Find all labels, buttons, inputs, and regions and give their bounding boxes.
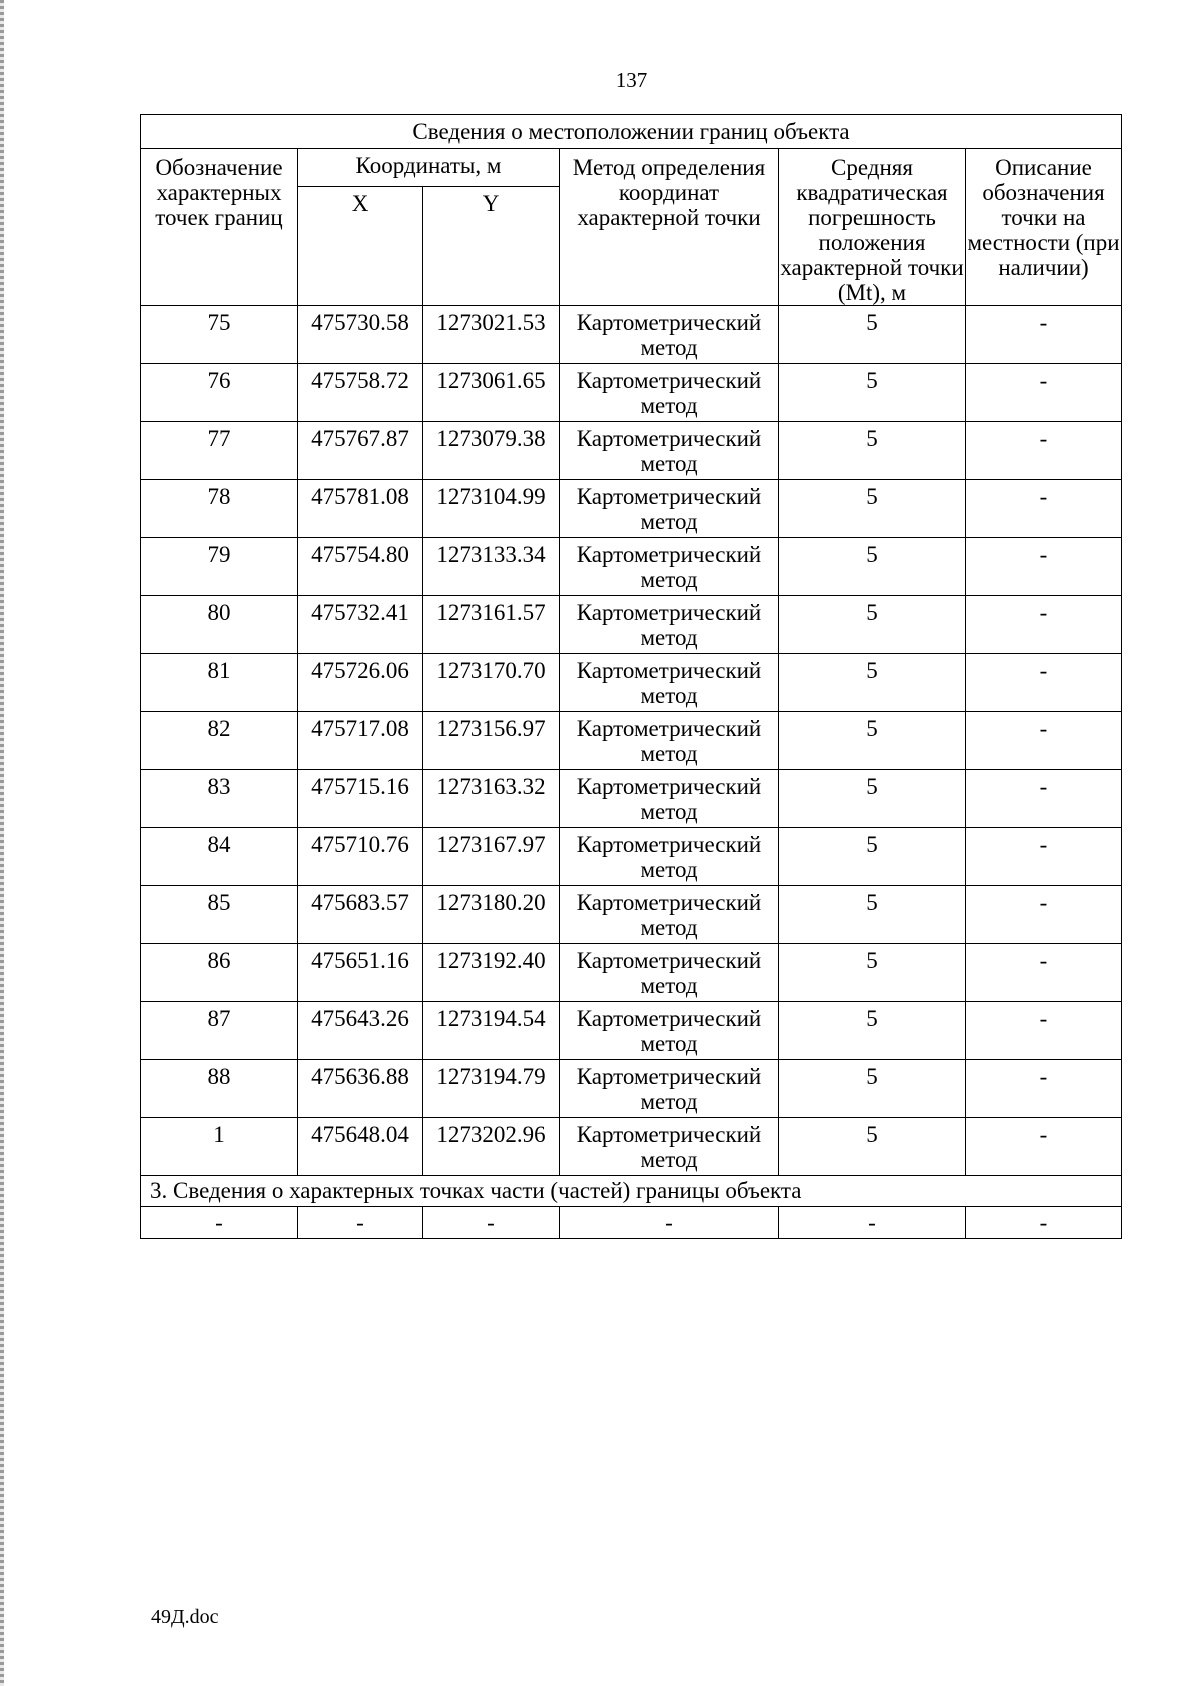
cell-x: 475758.72: [298, 364, 423, 422]
cell-point: 88: [141, 1060, 298, 1118]
cell-point: 82: [141, 712, 298, 770]
cell-description: -: [966, 480, 1122, 538]
cell-x: 475732.41: [298, 596, 423, 654]
cell-description: -: [966, 596, 1122, 654]
cell-y: 1273202.96: [423, 1118, 560, 1176]
cell-point: 76: [141, 364, 298, 422]
table-row: [141, 538, 1122, 596]
cell-method: Картометрический метод: [560, 1118, 779, 1176]
section-3-cell: -: [423, 1207, 560, 1239]
header-description: Описание обозначения точки на местности (при наличии): [966, 149, 1122, 306]
table-row: [141, 596, 1122, 654]
cell-error: 5: [779, 944, 966, 1002]
cell-point: 1: [141, 1118, 298, 1176]
table-row: [141, 828, 1122, 886]
table-caption-row: [141, 115, 1122, 149]
cell-method: Картометрический метод: [560, 306, 779, 364]
table-row: [141, 654, 1122, 712]
document-filename: 49Д.doc: [151, 1606, 219, 1628]
cell-method: Картометрический метод: [560, 770, 779, 828]
cell-description: -: [966, 1060, 1122, 1118]
section-3-cell: -: [779, 1207, 966, 1239]
cell-y: 1273194.79: [423, 1060, 560, 1118]
cell-error: 5: [779, 828, 966, 886]
cell-y: 1273061.65: [423, 364, 560, 422]
header-y: Y: [423, 187, 560, 306]
cell-method: Картометрический метод: [560, 480, 779, 538]
table-caption: Сведения о местоположении границ объекта: [141, 115, 1122, 149]
cell-description: -: [966, 944, 1122, 1002]
cell-description: -: [966, 828, 1122, 886]
cell-error: 5: [779, 422, 966, 480]
cell-description: -: [966, 422, 1122, 480]
section-3-title: 3. Сведения о характерных точках части (частей) границы объекта: [141, 1176, 1122, 1207]
table-row: [141, 770, 1122, 828]
cell-point: 77: [141, 422, 298, 480]
cell-y: 1273180.20: [423, 886, 560, 944]
header-point: Обозначение характерных точек границ: [141, 149, 298, 306]
section-3-cell: -: [560, 1207, 779, 1239]
cell-error: 5: [779, 364, 966, 422]
cell-error: 5: [779, 886, 966, 944]
cell-description: -: [966, 712, 1122, 770]
cell-description: -: [966, 1118, 1122, 1176]
cell-y: 1273163.32: [423, 770, 560, 828]
cell-x: 475643.26: [298, 1002, 423, 1060]
cell-x: 475726.06: [298, 654, 423, 712]
cell-method: Картометрический метод: [560, 944, 779, 1002]
cell-y: 1273079.38: [423, 422, 560, 480]
table-row: [141, 364, 1122, 422]
cell-point: 75: [141, 306, 298, 364]
cell-method: Картометрический метод: [560, 1060, 779, 1118]
cell-point: 78: [141, 480, 298, 538]
cell-method: Картометрический метод: [560, 596, 779, 654]
cell-description: -: [966, 886, 1122, 944]
cell-description: -: [966, 538, 1122, 596]
cell-method: Картометрический метод: [560, 538, 779, 596]
table-row: [141, 1118, 1122, 1176]
cell-x: 475730.58: [298, 306, 423, 364]
cell-error: 5: [779, 538, 966, 596]
table-row: [141, 480, 1122, 538]
page-number: 137: [615, 68, 648, 92]
cell-x: 475717.08: [298, 712, 423, 770]
section-3-cell: -: [141, 1207, 298, 1239]
cell-x: 475754.80: [298, 538, 423, 596]
cell-error: 5: [779, 596, 966, 654]
cell-point: 87: [141, 1002, 298, 1060]
cell-x: 475648.04: [298, 1118, 423, 1176]
cell-method: Картометрический метод: [560, 886, 779, 944]
header-x: X: [298, 187, 423, 306]
header-method: Метод определения координат характерной точки: [560, 149, 779, 306]
cell-y: 1273156.97: [423, 712, 560, 770]
cell-y: 1273192.40: [423, 944, 560, 1002]
table-body: [141, 306, 1122, 1176]
cell-x: 475710.76: [298, 828, 423, 886]
cell-point: 79: [141, 538, 298, 596]
cell-error: 5: [779, 1118, 966, 1176]
cell-y: 1273104.99: [423, 480, 560, 538]
cell-y: 1273167.97: [423, 828, 560, 886]
coordinates-table: [140, 114, 1122, 1239]
cell-point: 80: [141, 596, 298, 654]
cell-x: 475683.57: [298, 886, 423, 944]
cell-method: Картометрический метод: [560, 654, 779, 712]
cell-method: Картометрический метод: [560, 364, 779, 422]
table-row: [141, 306, 1122, 364]
cell-description: -: [966, 1002, 1122, 1060]
table-row: [141, 1060, 1122, 1118]
cell-description: -: [966, 770, 1122, 828]
cell-x: 475636.88: [298, 1060, 423, 1118]
cell-method: Картометрический метод: [560, 828, 779, 886]
cell-x: 475781.08: [298, 480, 423, 538]
cell-description: -: [966, 306, 1122, 364]
cell-y: 1273021.53: [423, 306, 560, 364]
cell-error: 5: [779, 1002, 966, 1060]
section-3-cell: -: [966, 1207, 1122, 1239]
cell-error: 5: [779, 1060, 966, 1118]
cell-x: 475651.16: [298, 944, 423, 1002]
cell-x: 475715.16: [298, 770, 423, 828]
cell-error: 5: [779, 480, 966, 538]
table-row: [141, 422, 1122, 480]
section-3-row: [141, 1176, 1122, 1207]
cell-y: 1273161.57: [423, 596, 560, 654]
table-row: [141, 886, 1122, 944]
section-3-cell: -: [298, 1207, 423, 1239]
cell-method: Картометрический метод: [560, 712, 779, 770]
section-3-data-row: [141, 1207, 1122, 1239]
cell-point: 81: [141, 654, 298, 712]
table-row: [141, 944, 1122, 1002]
table-header-row: [141, 149, 1122, 187]
header-error: Средняя квадратическая погрешность положения характерной точки (Mt), м: [779, 149, 966, 306]
cell-error: 5: [779, 306, 966, 364]
cell-description: -: [966, 364, 1122, 422]
cell-error: 5: [779, 654, 966, 712]
table-row: [141, 1002, 1122, 1060]
cell-point: 85: [141, 886, 298, 944]
cell-y: 1273194.54: [423, 1002, 560, 1060]
cell-description: -: [966, 654, 1122, 712]
cell-error: 5: [779, 770, 966, 828]
cell-y: 1273170.70: [423, 654, 560, 712]
cell-method: Картометрический метод: [560, 1002, 779, 1060]
cell-y: 1273133.34: [423, 538, 560, 596]
cell-method: Картометрический метод: [560, 422, 779, 480]
cell-error: 5: [779, 712, 966, 770]
table-row: [141, 712, 1122, 770]
cell-point: 86: [141, 944, 298, 1002]
header-coordinates: Координаты, м: [298, 149, 560, 187]
cell-point: 83: [141, 770, 298, 828]
cell-x: 475767.87: [298, 422, 423, 480]
cell-point: 84: [141, 828, 298, 886]
scan-edge: [0, 0, 4, 1686]
